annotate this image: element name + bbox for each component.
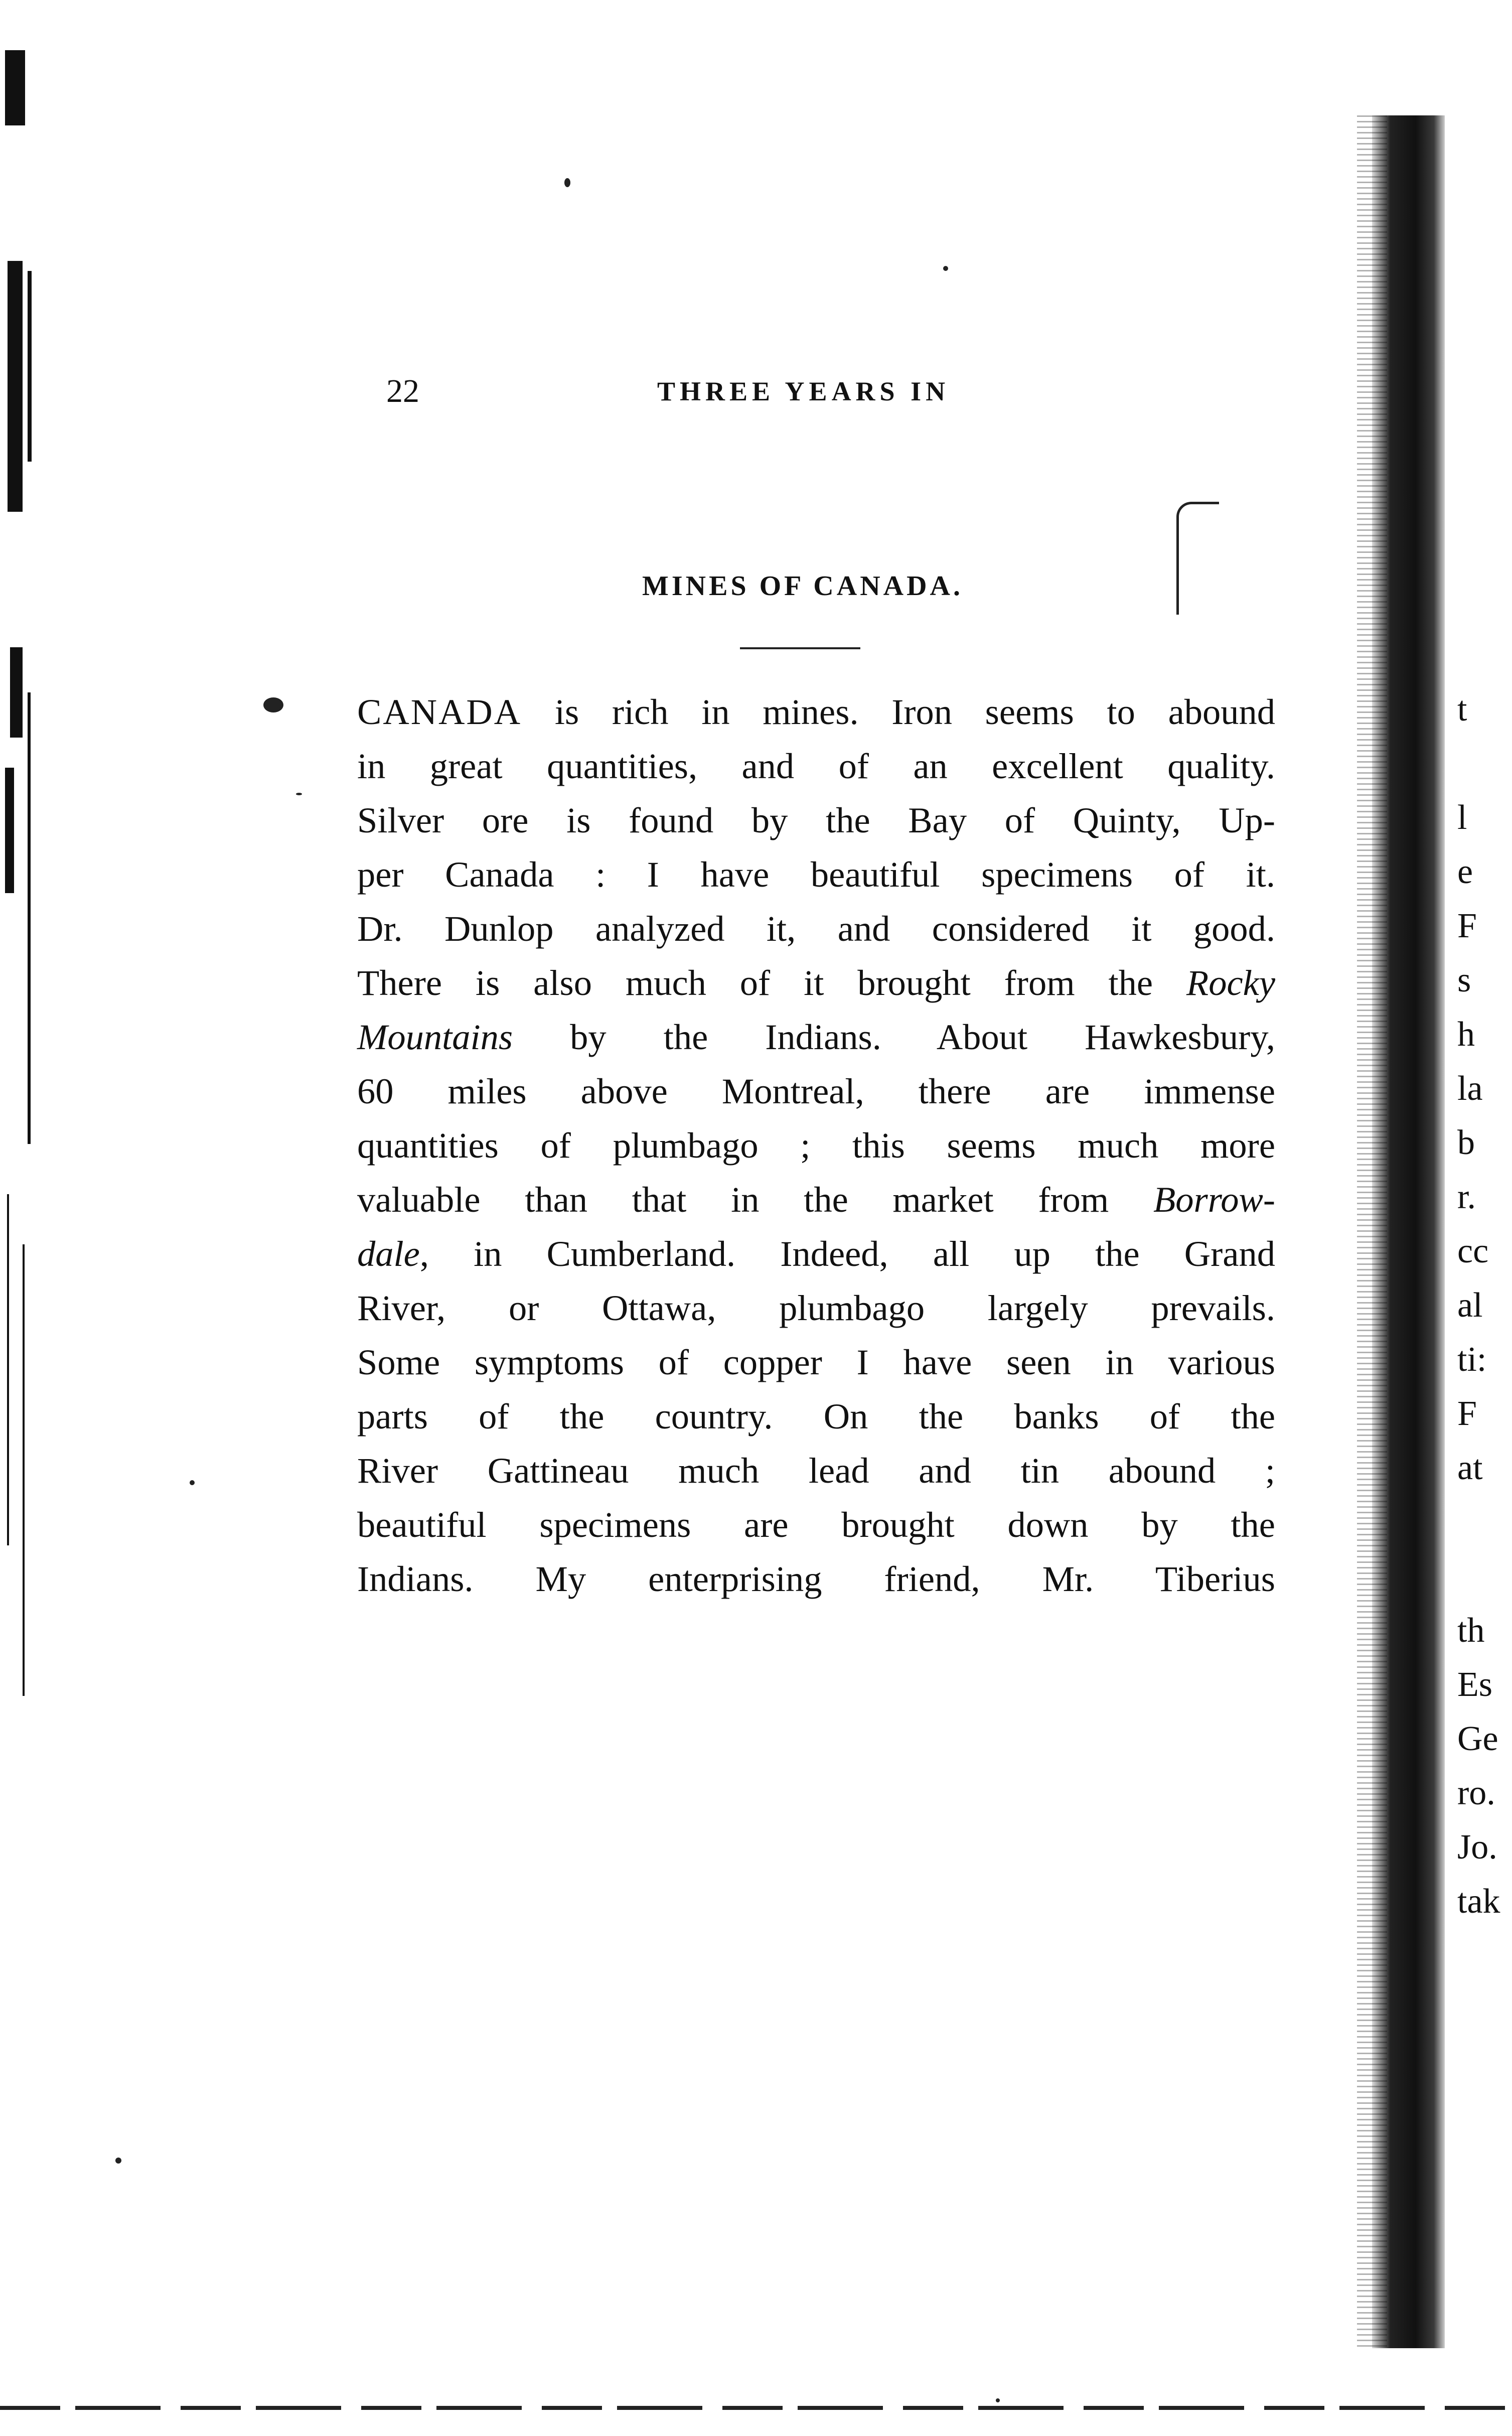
fragment: s [1457, 961, 1471, 999]
text-line: quantities of plumbago ; this seems much more [357, 1125, 1275, 1166]
scan-speck [190, 1480, 195, 1485]
fragment: ti: [1457, 1340, 1487, 1379]
text-line: beautiful specimens are brought down by the [357, 1504, 1275, 1545]
fragment [1457, 737, 1512, 791]
adjacent-page-fragments [1457, 682, 1512, 1929]
scan-gutter-left [0, 40, 55, 1696]
fragment: th [1457, 1611, 1485, 1650]
text-line: Mountains by the Indians. About Hawkesbury, [357, 1017, 1275, 1057]
page-number: 22 [386, 373, 419, 409]
text-line: valuable than that in the market from Borrow- [357, 1179, 1275, 1220]
text-line: per Canada : I have beautiful specimens of it. [357, 854, 1275, 895]
text-line: 60 miles above Montreal, there are immense [357, 1071, 1275, 1111]
scan-speck [296, 793, 302, 795]
title-rule [740, 647, 860, 649]
section-title: MINES OF CANADA. [642, 570, 963, 602]
fragment: F [1457, 907, 1477, 945]
scan-binding-shadow [1372, 115, 1445, 2348]
text-line: Dr. Dunlop analyzed it, and considered it good. [357, 908, 1275, 949]
scan-speck [263, 697, 283, 712]
fragment: Es [1457, 1665, 1492, 1704]
text-line: dale, in Cumberland. Indeed, all up the Grand [357, 1233, 1275, 1274]
fragment: b [1457, 1123, 1475, 1162]
text-line: River Gattineau much lead and tin abound ; [357, 1450, 1275, 1491]
page-header [386, 369, 1299, 414]
fragment: F [1457, 1394, 1477, 1433]
text-line: Indians. My enterprising friend, Mr. Tiberius [357, 1558, 1275, 1599]
text-line: Some symptoms of copper I have seen in various [357, 1342, 1275, 1382]
fragment: l [1457, 798, 1467, 837]
fragment: tak [1457, 1882, 1500, 1921]
scan-speck [115, 2158, 121, 2164]
text-line: Silver ore is found by the Bay of Quinty, Up- [357, 800, 1275, 840]
fragment: h [1457, 1015, 1475, 1054]
fragment: la [1457, 1069, 1483, 1108]
text-line: There is also much of it brought from the Rocky [357, 962, 1275, 1003]
running-head: THREE YEARS IN [657, 376, 950, 406]
text-line: River, or Ottawa, plumbago largely prevails. [357, 1287, 1275, 1328]
body-paragraph [357, 685, 1275, 1606]
text-line: in great quantities, and of an excellent quality. [357, 746, 1275, 786]
fragment: cc [1457, 1232, 1489, 1270]
scan-bottom-edge [0, 2406, 1512, 2410]
scan-speck [564, 178, 570, 187]
fragment: at [1457, 1449, 1483, 1487]
fragment: al [1457, 1286, 1483, 1325]
fragment: Jo. [1457, 1828, 1497, 1867]
fragment: e [1457, 852, 1473, 891]
fragment: Ge [1457, 1719, 1498, 1758]
text-line: CANADA is rich in mines. Iron seems to abound [357, 691, 1275, 732]
scan-speck [943, 266, 948, 271]
fragment: ro. [1457, 1774, 1495, 1812]
text-line: parts of the country. On the banks of the [357, 1396, 1275, 1437]
pencil-bracket-mark [1176, 502, 1219, 615]
scan-speck [996, 2398, 1000, 2402]
fragment: t [1457, 690, 1467, 729]
fragment: r. [1457, 1178, 1476, 1216]
